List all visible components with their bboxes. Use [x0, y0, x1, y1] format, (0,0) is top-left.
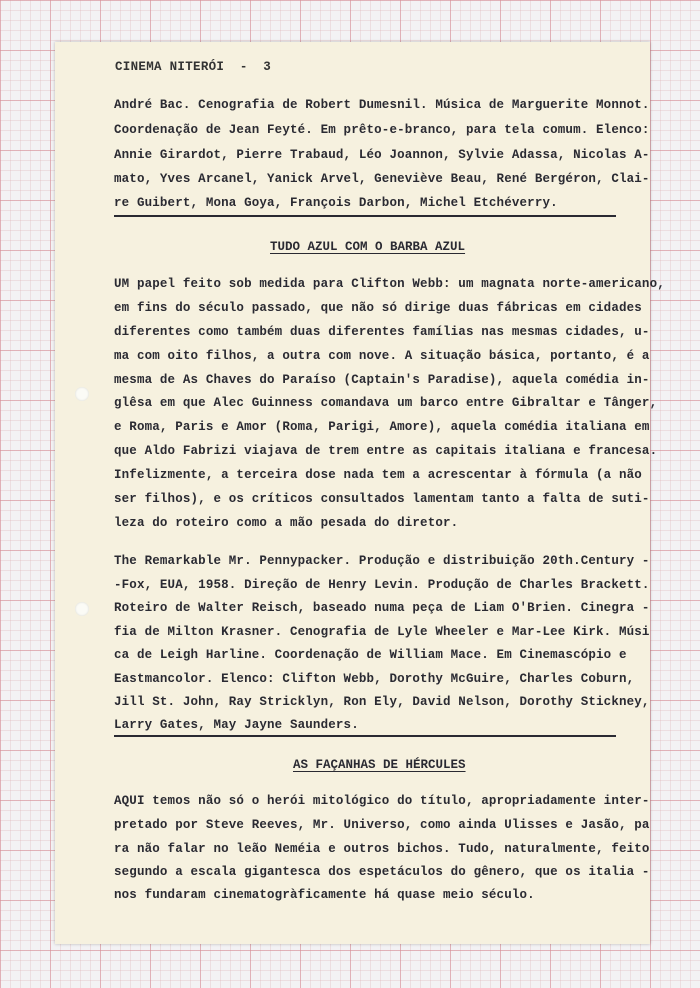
body-line: segundo a escala gigantesca dos espetáculos do gênero, que os italia - [114, 865, 650, 879]
section-title: AS FAÇANHAS DE HÉRCULES [293, 758, 466, 772]
credits-line: Jill St. John, Ray Stricklyn, Ron Ely, David Nelson, Dorothy Stickney, [114, 695, 650, 709]
credits-line: ca de Leigh Harline. Coordenação de William Mace. Em Cinemascópio e [114, 648, 627, 662]
credits-line: Coordenação de Jean Feyté. Em prêto-e-branco, para tela comum. Elenco: [114, 123, 650, 137]
body-line: nos fundaram cinematogràficamente há quase meio século. [114, 888, 535, 902]
body-line: diferentes como também duas diferentes famílias nas mesmas cidades, u- [114, 325, 650, 339]
page-header: CINEMA NITERÓI - 3 [115, 60, 272, 74]
credits-line: The Remarkable Mr. Pennypacker. Produção e distribuição 20th.Century - [114, 554, 650, 568]
body-line: ra não falar no leão Neméia e outros bichos. Tudo, naturalmente, feito [114, 842, 650, 856]
credits-line: Roteiro de Walter Reisch, baseado numa peça de Liam O'Brien. Cinegra - [114, 601, 650, 615]
body-line: Infelizmente, a terceira dose nada tem a acrescentar à fórmula (a não [114, 468, 642, 482]
body-line: ser filhos), e os críticos consultados lamentam tanto a falta de suti- [114, 492, 650, 506]
body-line: ma com oito filhos, a outra com nove. A situação básica, portanto, é a [114, 349, 650, 363]
credits-line: André Bac. Cenografia de Robert Dumesnil. Música de Marguerite Monnot. [114, 98, 650, 112]
section-divider [114, 215, 616, 217]
section-divider [114, 735, 616, 737]
credits-line: Annie Girardot, Pierre Trabaud, Léo Joannon, Sylvie Adassa, Nicolas A- [114, 148, 650, 162]
body-line: mesma de As Chaves do Paraíso (Captain's Paradise), aquela comédia in- [114, 373, 650, 387]
credits-line: fia de Milton Krasner. Cenografia de Lyle Wheeler e Mar-Lee Kirk. Músi [114, 625, 650, 639]
body-line: AQUI temos não só o herói mitológico do título, apropriadamente inter- [114, 794, 650, 808]
body-line: e Roma, Paris e Amor (Roma, Parigi, Amore), aquela comédia italiana em [114, 420, 650, 434]
section-title: TUDO AZUL COM O BARBA AZUL [270, 240, 466, 254]
body-line: que Aldo Fabrizi viajava de trem entre as capitais italiana e francesa. [114, 444, 658, 458]
body-line: leza do roteiro como a mão pesada do diretor. [114, 516, 459, 530]
body-line: UM papel feito sob medida para Clifton Webb: um magnata norte-americano, [114, 277, 665, 291]
body-line: pretado por Steve Reeves, Mr. Universo, como ainda Ulisses e Jasão, pa [114, 818, 650, 832]
body-line: glêsa em que Alec Guinness comandava um barco entre Gibraltar e Tânger, [114, 396, 658, 410]
punch-hole [75, 387, 89, 401]
typewritten-page [55, 42, 665, 944]
credits-line: Eastmancolor. Elenco: Clifton Webb, Dorothy McGuire, Charles Coburn, [114, 672, 635, 686]
credits-line: -Fox, EUA, 1958. Direção de Henry Levin. Produção de Charles Brackett. [114, 578, 650, 592]
body-line: em fins do século passado, que não só dirige duas fábricas em cidades [114, 301, 642, 315]
credits-line: Larry Gates, May Jayne Saunders. [114, 718, 359, 732]
punch-hole [75, 602, 89, 616]
credits-line: re Guibert, Mona Goya, François Darbon, Michel Etchéverry. [114, 196, 558, 210]
credits-line: mato, Yves Arcanel, Yanick Arvel, Geneviève Beau, René Bergéron, Clai- [114, 172, 650, 186]
